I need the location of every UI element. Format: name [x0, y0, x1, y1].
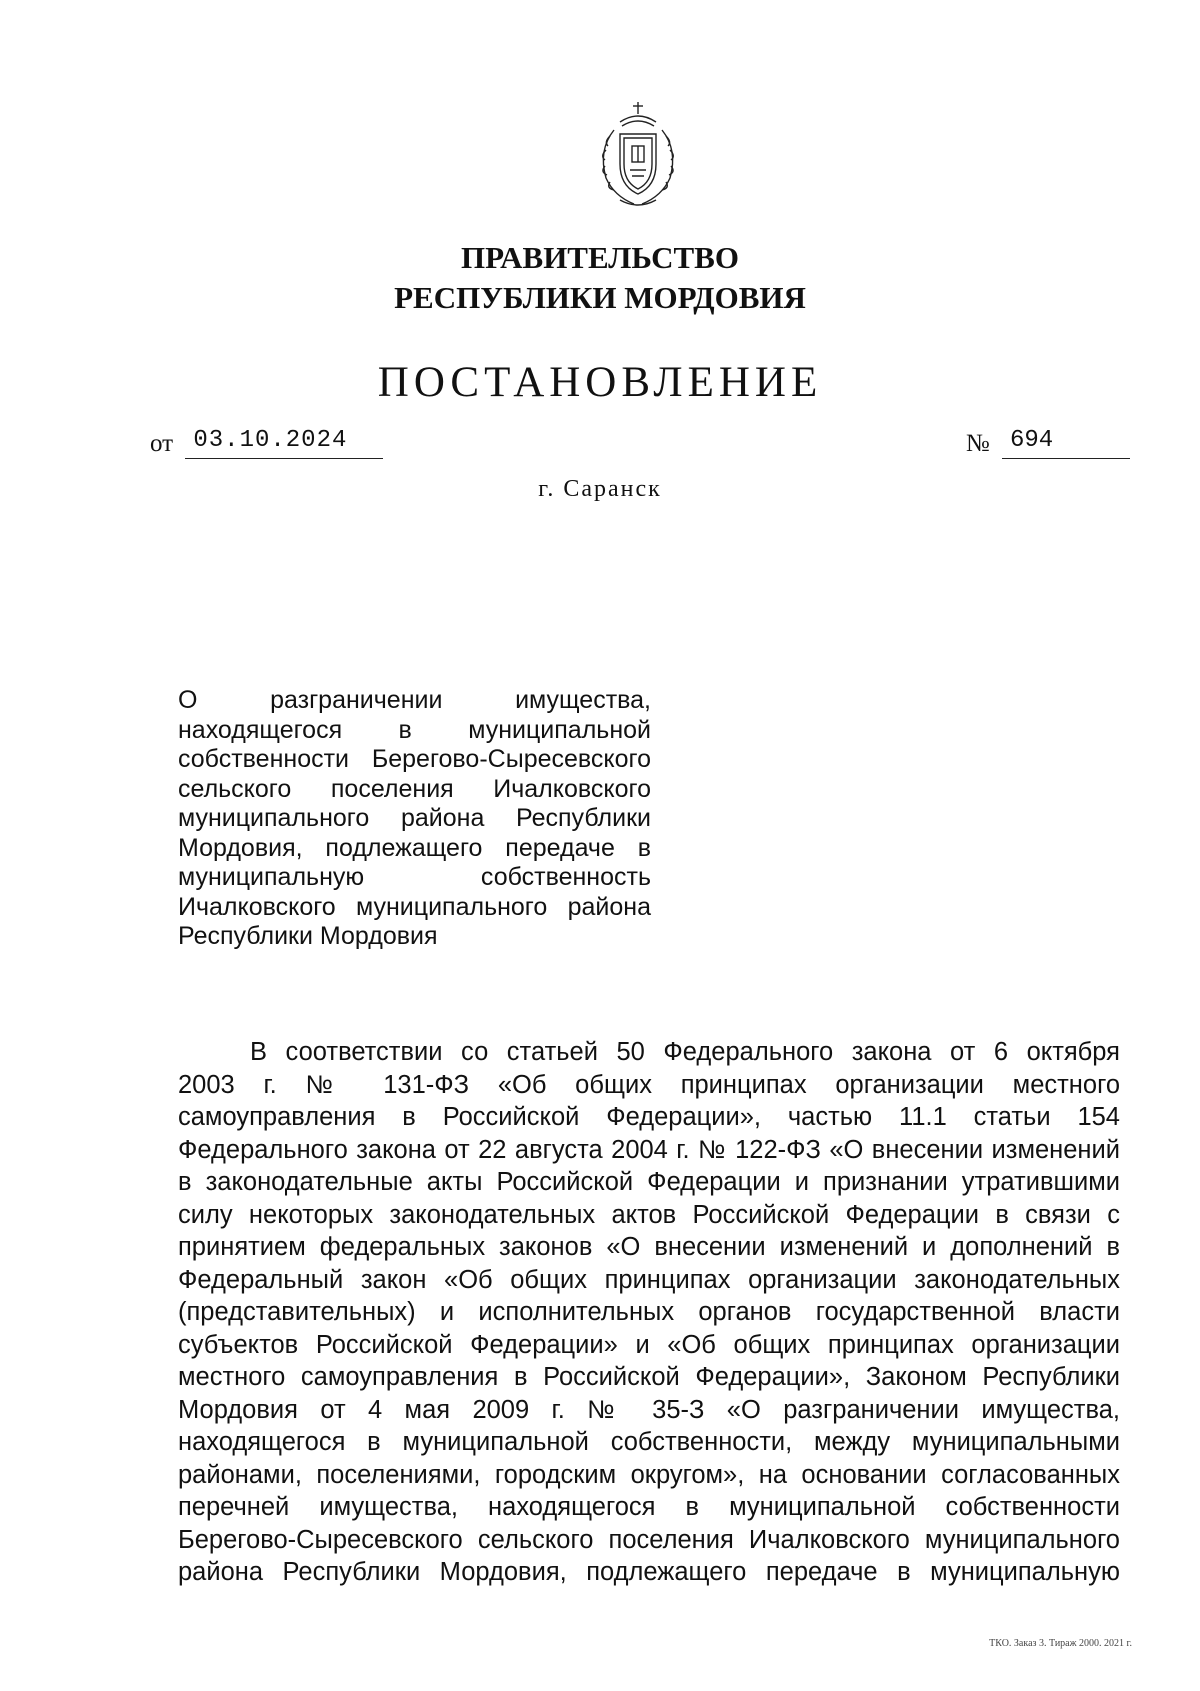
body-line: самоуправления в Российской Федерации», частью 11.1 статьи 154 — [178, 1103, 1120, 1131]
body-paragraph — [178, 1036, 1120, 1589]
body-line: субъектов Российской Федерации» и «Об общих принципах организации — [178, 1330, 1120, 1359]
date-number-row — [150, 424, 1130, 464]
subject-line: Мордовия, подлежащего передаче в — [178, 833, 651, 862]
body-line: района Республики Мордовия, подлежащего передаче в муниципальную — [178, 1558, 1120, 1586]
body-line: принятием федеральных законов «О внесении изменений и дополнений в — [178, 1233, 1120, 1261]
gov-title-line1: ПРАВИТЕЛЬСТВО — [461, 240, 739, 275]
city: г. Саранск — [538, 476, 662, 502]
document-number: 694 — [1002, 430, 1130, 459]
body-line: Мордовия от 4 мая 2009 г. № 35-З «О разграничении имущества, — [178, 1395, 1120, 1424]
document-date: 03.10.2024 — [185, 430, 383, 459]
document-type: ПОСТАНОВЛЕНИЕ — [377, 359, 823, 406]
body-line: в законодательные акты Российской Федерации и признании утратившими — [178, 1168, 1120, 1196]
gov-title-line2: РЕСПУБЛИКИ МОРДОВИЯ — [394, 280, 806, 315]
number-prefix: № — [965, 430, 990, 457]
print-note: ТКО. Заказ 3. Тираж 2000. 2021 г. — [989, 1638, 1132, 1649]
body-line: силу некоторых законодательных актов Российской Федерации в связи с — [178, 1200, 1120, 1229]
subject-block — [178, 686, 651, 952]
body-line: находящегося в муниципальной собственности, между муниципальными — [178, 1428, 1120, 1456]
body-line: Федеральный закон «Об общих принципах организации законодательных — [178, 1265, 1120, 1294]
body-line: перечней имущества, находящегося в муниципальной собственности — [178, 1493, 1120, 1521]
body-line: Берегово-Сыресевского сельского поселения Ичалковского муниципального — [178, 1525, 1120, 1554]
subject-line: муниципальную собственность — [178, 863, 651, 891]
body-line: 2003 г. № 131-ФЗ «Об общих принципах организации местного — [178, 1070, 1120, 1099]
subject-line: Ичалковского муниципального района — [178, 892, 651, 921]
subject-line: Республики Мордовия — [178, 922, 438, 950]
subject-line: сельского поселения Ичалковского — [178, 774, 651, 803]
date-prefix: от — [150, 430, 174, 457]
number-block — [965, 427, 1130, 459]
body-line: Федерального закона от 22 августа 2004 г. № 122-ФЗ «О внесении изменений — [178, 1135, 1120, 1164]
coat-of-arms-icon — [590, 100, 686, 212]
body-line: районами, поселениями, городским округом», на основании согласованных — [178, 1460, 1120, 1489]
subject-line: собственности Берегово-Сыресевского — [178, 745, 651, 773]
government-title — [0, 238, 1200, 318]
subject-line: находящегося в муниципальной — [178, 715, 651, 744]
date-block — [150, 427, 383, 459]
subject-line: муниципального района Республики — [178, 804, 651, 832]
body-line: (представительных) и исполнительных органов государственной власти — [178, 1298, 1120, 1326]
subject-line: О разграничении имущества, — [178, 686, 651, 714]
body-line: местного самоуправления в Российской Федерации», Законом Республики — [178, 1363, 1120, 1391]
body-line: В соответствии со статьей 50 Федерального закона от 6 октября — [250, 1038, 1120, 1066]
